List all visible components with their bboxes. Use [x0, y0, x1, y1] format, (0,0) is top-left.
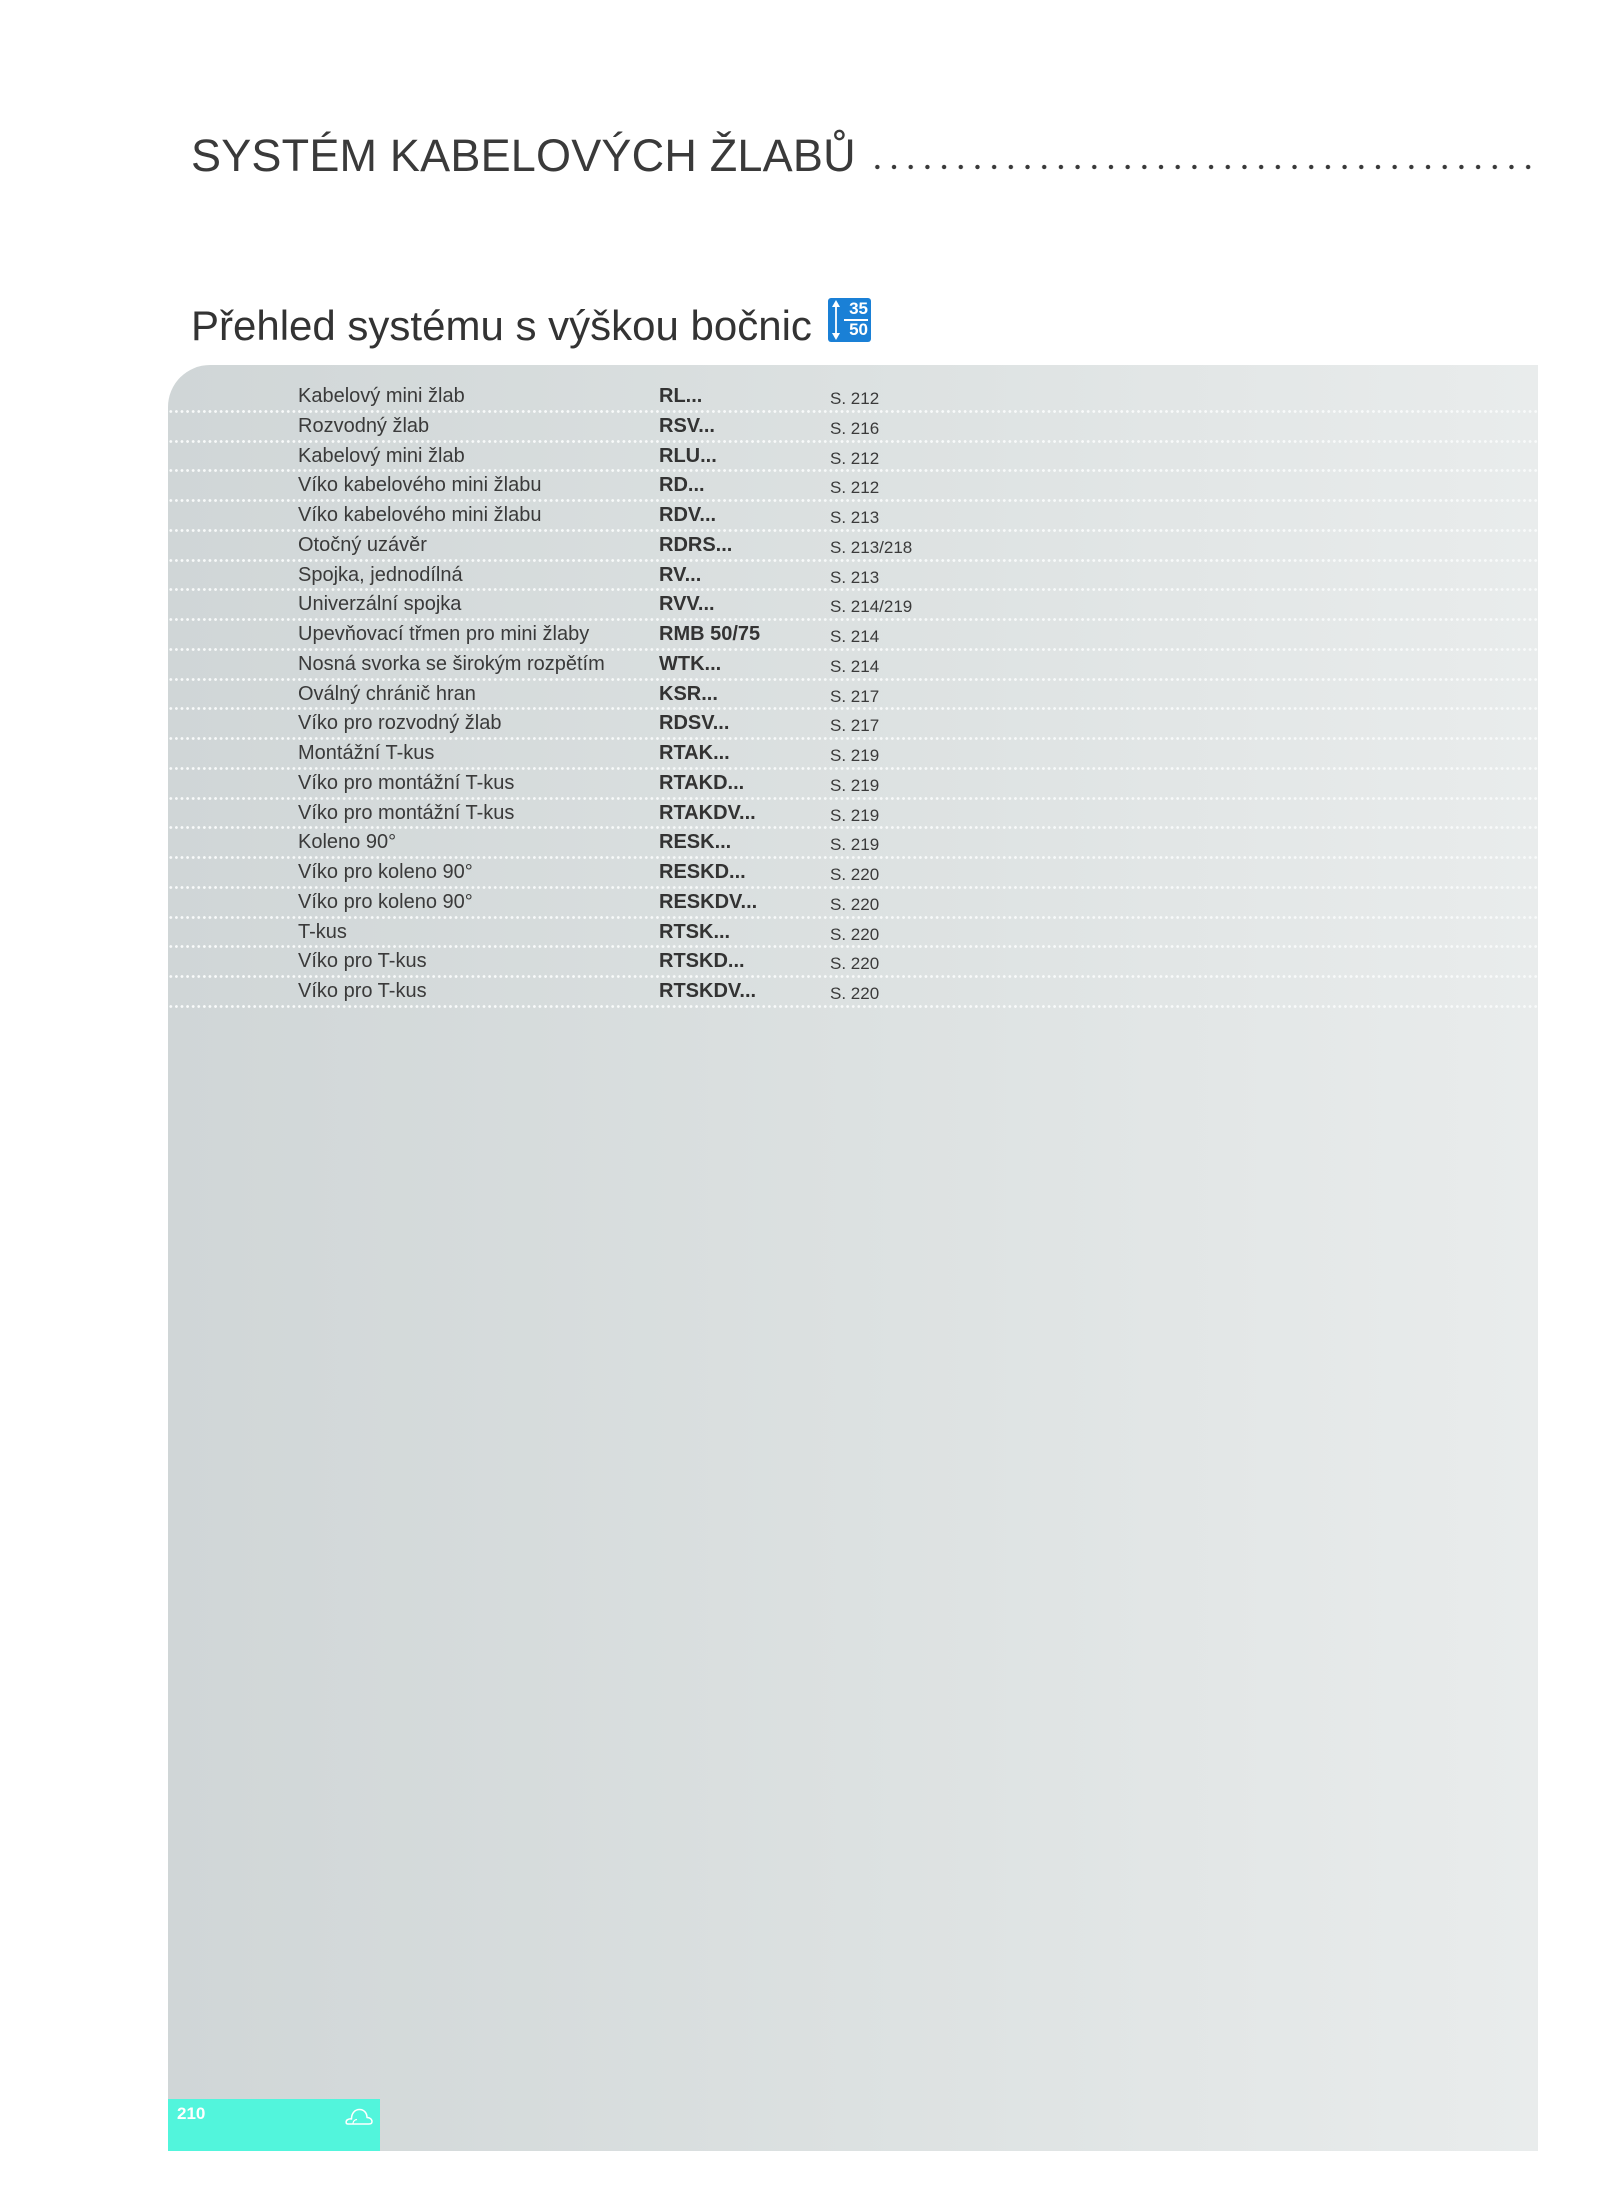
table-row [168, 681, 1538, 711]
table-row [168, 651, 1538, 681]
page-reference: S. 214/219 [830, 597, 913, 617]
table-row [168, 562, 1538, 592]
page-reference: S. 214 [830, 627, 880, 646]
section-title: Přehled systému s výškou bočnic [191, 302, 812, 349]
product-name: Koleno 90° [298, 831, 397, 854]
page-reference: S. 220 [830, 954, 880, 974]
product-name: Víko pro koleno 90° [298, 890, 473, 913]
product-name: Otočný uzávěr [298, 533, 427, 556]
product-name: Rozvodný žlab [298, 414, 430, 437]
page-reference: S. 220 [830, 865, 880, 884]
product-name: Víko pro rozvodný žlab [298, 712, 502, 735]
table-row [168, 532, 1538, 562]
table-row [168, 948, 1538, 978]
page-reference: S. 213 [830, 567, 880, 587]
table-row [168, 502, 1538, 532]
product-code: RV... [659, 563, 702, 586]
table-row [168, 889, 1538, 919]
product-code: KSR... [659, 682, 718, 705]
table-row [168, 621, 1538, 651]
table-row [168, 978, 1538, 1008]
product-code: RTSKDV... [659, 980, 757, 1002]
product-name: Oválný chránič hran [298, 682, 476, 705]
product-code: RDRS... [659, 533, 733, 556]
product-name: Víko pro koleno 90° [298, 861, 473, 883]
up-down-arrow-icon [828, 298, 844, 342]
product-code: RTAKDV... [659, 801, 756, 824]
page-reference: S. 219 [830, 775, 880, 795]
product-code: RESK... [659, 831, 732, 854]
page-reference: S. 219 [830, 835, 880, 855]
product-code: RDV... [659, 504, 717, 526]
product-name: Víko pro T-kus [298, 950, 427, 973]
page-reference: S. 220 [830, 894, 880, 914]
product-code: RSV... [659, 414, 715, 437]
table-row [168, 800, 1538, 830]
product-name: Univerzální spojka [298, 593, 462, 616]
page-reference: S. 213/218 [830, 537, 913, 557]
footer-tab [168, 2099, 380, 2151]
product-name: T-kus [298, 920, 347, 943]
product-name: Víko pro montážní T-kus [298, 801, 515, 824]
height-top-value: 35 [849, 299, 868, 318]
product-code: RTSKD... [659, 950, 745, 973]
table-row [168, 829, 1538, 859]
product-code: RLU... [659, 444, 717, 467]
product-name: Kabelový mini žlab [298, 444, 465, 467]
page-reference: S. 214 [830, 656, 880, 676]
page-reference: S. 219 [830, 746, 880, 765]
page-reference: S. 220 [830, 984, 880, 1003]
table-row [168, 383, 1538, 413]
product-name: Montážní T-kus [298, 742, 435, 764]
product-code: RTSK... [659, 920, 731, 943]
product-table [168, 383, 1538, 1008]
table-row [168, 919, 1538, 949]
table-row [168, 859, 1538, 889]
product-name: Kabelový mini žlab [298, 385, 465, 407]
table-row [168, 591, 1538, 621]
product-code: RESKD... [659, 861, 746, 883]
table-row [168, 770, 1538, 800]
page-reference: S. 213 [830, 508, 880, 527]
table-row [168, 443, 1538, 473]
cloud-icon [344, 2104, 374, 2130]
page-reference: S. 216 [830, 418, 880, 438]
title-dot-leader [869, 164, 1538, 170]
table-row [168, 740, 1538, 770]
page-reference: S. 212 [830, 389, 880, 408]
product-code: RESKDV... [659, 890, 758, 913]
product-code: RTAK... [659, 742, 730, 764]
product-name: Víko kabelového mini žlabu [298, 474, 542, 497]
page-reference: S. 220 [830, 924, 880, 944]
page-title: SYSTÉM KABELOVÝCH ŽLABŮ [191, 130, 856, 181]
product-name: Víko pro montážní T-kus [298, 771, 515, 794]
page-reference: S. 217 [830, 716, 880, 736]
product-name: Spojka, jednodílná [298, 563, 463, 586]
page-number: 210 [177, 2104, 206, 2123]
product-code: RDSV... [659, 712, 730, 735]
product-code: RMB 50/75 [659, 623, 761, 645]
overview-panel [168, 365, 1538, 2151]
table-row [168, 472, 1538, 502]
side-height-icon [828, 298, 871, 342]
product-code: RVV... [659, 593, 715, 616]
table-row [168, 710, 1538, 740]
product-code: RD... [659, 474, 705, 497]
product-code: RTAKD... [659, 771, 745, 794]
page-reference: S. 212 [830, 478, 880, 498]
page-reference: S. 212 [830, 448, 880, 468]
product-name: Víko kabelového mini žlabu [298, 504, 542, 526]
height-bottom-value: 50 [849, 320, 868, 339]
page-reference: S. 217 [830, 686, 880, 706]
product-name: Víko pro T-kus [298, 980, 427, 1002]
page-reference: S. 219 [830, 805, 880, 825]
product-code: WTK... [659, 652, 722, 675]
product-code: RL... [659, 385, 703, 407]
table-row [168, 413, 1538, 443]
product-name: Nosná svorka se širokým rozpětím [298, 652, 605, 675]
product-name: Upevňovací třmen pro mini žlaby [298, 623, 590, 645]
